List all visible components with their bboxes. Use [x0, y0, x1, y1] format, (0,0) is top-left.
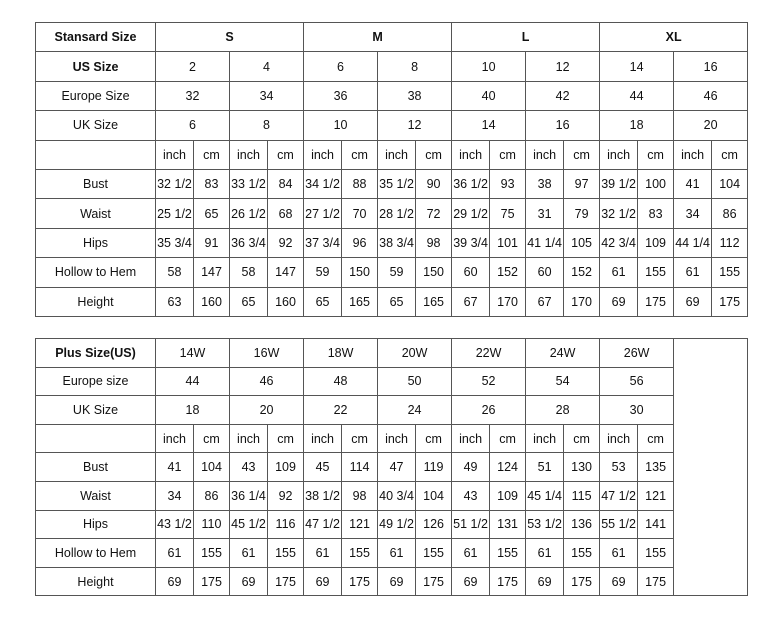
- table-cell: 56: [600, 367, 674, 396]
- table-cell: 37 3/4: [304, 228, 342, 257]
- measurement-label: Hips: [36, 228, 156, 257]
- table-cell: 45 1/4: [526, 481, 564, 510]
- table-cell: 91: [194, 228, 230, 257]
- table-cell: 8: [230, 111, 304, 140]
- table-cell: 61: [674, 258, 712, 287]
- measurement-row: [36, 228, 748, 257]
- unit-cm-cell: cm: [712, 140, 748, 169]
- table-cell: 43: [452, 481, 490, 510]
- table-cell: 155: [712, 258, 748, 287]
- unit-cm-cell: cm: [564, 140, 600, 169]
- table-cell: 6: [156, 111, 230, 140]
- table-cell: 36: [304, 81, 378, 110]
- table-cell: 83: [194, 169, 230, 198]
- table-cell: 150: [416, 258, 452, 287]
- size-letter-cell: XL: [600, 23, 748, 52]
- unit-cm-cell: cm: [416, 424, 452, 453]
- unit-inch-cell: inch: [452, 424, 490, 453]
- table-cell: 22: [304, 396, 378, 425]
- table-cell: 52: [452, 367, 526, 396]
- table-cell: 93: [490, 169, 526, 198]
- unit-inch-cell: inch: [230, 424, 268, 453]
- table-cell: 109: [490, 481, 526, 510]
- table-cell: 155: [490, 539, 526, 568]
- table-cell: 65: [304, 287, 342, 316]
- table-cell: 104: [194, 453, 230, 482]
- table-cell: 42 3/4: [600, 228, 638, 257]
- measurement-row: [36, 453, 748, 482]
- table-cell: 38 1/2: [304, 481, 342, 510]
- table-cell: 116: [268, 510, 304, 539]
- unit-inch-cell: inch: [304, 424, 342, 453]
- table-cell: 100: [638, 169, 674, 198]
- measurement-label: Bust: [36, 453, 156, 482]
- plus-us-size-row: [36, 339, 748, 368]
- unit-inch-cell: inch: [378, 140, 416, 169]
- table-cell: 155: [416, 539, 452, 568]
- table-cell: 109: [268, 453, 304, 482]
- measurement-row: [36, 287, 748, 316]
- table-cell: 68: [268, 199, 304, 228]
- table-cell: 147: [268, 258, 304, 287]
- table-cell: 18: [156, 396, 230, 425]
- table-cell: 109: [638, 228, 674, 257]
- table-cell: 135: [638, 453, 674, 482]
- unit-inch-cell: inch: [526, 140, 564, 169]
- unit-inch-cell: inch: [526, 424, 564, 453]
- table-cell: 29 1/2: [452, 199, 490, 228]
- table-cell: 105: [564, 228, 600, 257]
- table-cell: 160: [268, 287, 304, 316]
- table-cell: 16W: [230, 339, 304, 368]
- table-cell: 38: [526, 169, 564, 198]
- us-size-row: [36, 52, 748, 81]
- uk-size-label: UK Size: [36, 396, 156, 425]
- table-cell: 126: [416, 510, 452, 539]
- table-cell: 83: [638, 199, 674, 228]
- table-cell: 27 1/2: [304, 199, 342, 228]
- table-cell: 47 1/2: [304, 510, 342, 539]
- table-cell: 34: [674, 199, 712, 228]
- unit-cm-cell: cm: [638, 424, 674, 453]
- table-cell: 63: [156, 287, 194, 316]
- table-cell: 26W: [600, 339, 674, 368]
- table-cell: 16: [526, 111, 600, 140]
- table-cell: 53 1/2: [526, 510, 564, 539]
- table-cell: 170: [564, 287, 600, 316]
- table-cell: 69: [230, 567, 268, 596]
- table-cell: 88: [342, 169, 378, 198]
- table-cell: 46: [674, 81, 748, 110]
- table-cell: 2: [156, 52, 230, 81]
- table-cell: 115: [564, 481, 600, 510]
- table-cell: 147: [194, 258, 230, 287]
- table-cell: 155: [638, 258, 674, 287]
- unit-cm-cell: cm: [194, 140, 230, 169]
- size-letter-cell: L: [452, 23, 600, 52]
- europe-size-label: Europe Size: [36, 81, 156, 110]
- table-cell: 86: [194, 481, 230, 510]
- table-cell: 98: [416, 228, 452, 257]
- unit-inch-cell: inch: [600, 424, 638, 453]
- table-cell: 97: [564, 169, 600, 198]
- table-cell: 96: [342, 228, 378, 257]
- table-cell: 40: [452, 81, 526, 110]
- table-cell: 69: [378, 567, 416, 596]
- table-cell: 69: [600, 567, 638, 596]
- table-cell: 12: [526, 52, 600, 81]
- unit-cm-cell: cm: [342, 140, 378, 169]
- standard-size-header: Stansard Size: [36, 23, 156, 52]
- table-cell: 14: [600, 52, 674, 81]
- table-cell: 34: [156, 481, 194, 510]
- table-cell: 104: [416, 481, 452, 510]
- table-cell: 24W: [526, 339, 600, 368]
- table-cell: 53: [600, 453, 638, 482]
- table-cell: 104: [712, 169, 748, 198]
- table-cell: 114: [342, 453, 378, 482]
- table-cell: 28: [526, 396, 600, 425]
- table-cell: 72: [416, 199, 452, 228]
- unit-row-label: [36, 424, 156, 453]
- table-cell: 155: [638, 539, 674, 568]
- table-cell: 98: [342, 481, 378, 510]
- table-cell: 175: [342, 567, 378, 596]
- table-cell: 152: [564, 258, 600, 287]
- table-cell: 10: [452, 52, 526, 81]
- plus-uk-row: [36, 396, 748, 425]
- table-cell: 112: [712, 228, 748, 257]
- table-cell: 50: [378, 367, 452, 396]
- table-cell: 51: [526, 453, 564, 482]
- table-cell: 175: [712, 287, 748, 316]
- table-cell: 33 1/2: [230, 169, 268, 198]
- us-size-label: US Size: [36, 52, 156, 81]
- unit-cm-cell: cm: [564, 424, 600, 453]
- size-letter-cell: S: [156, 23, 304, 52]
- table-cell: 24: [378, 396, 452, 425]
- table-cell: 58: [156, 258, 194, 287]
- table-cell: 70: [342, 199, 378, 228]
- table-cell: 51 1/2: [452, 510, 490, 539]
- table-cell: 69: [452, 567, 490, 596]
- table-cell: 155: [194, 539, 230, 568]
- plus-europe-row: [36, 367, 748, 396]
- table-cell: 34 1/2: [304, 169, 342, 198]
- table-cell: 110: [194, 510, 230, 539]
- table-cell: 8: [378, 52, 452, 81]
- unit-row-label: [36, 140, 156, 169]
- europe-size-row: [36, 81, 748, 110]
- table-cell: 69: [674, 287, 712, 316]
- unit-inch-cell: inch: [674, 140, 712, 169]
- table-cell: 45: [304, 453, 342, 482]
- table-cell: 165: [416, 287, 452, 316]
- table-cell: 130: [564, 453, 600, 482]
- table-cell: 26 1/2: [230, 199, 268, 228]
- measurement-label: Hollow to Hem: [36, 539, 156, 568]
- measurement-label: Height: [36, 287, 156, 316]
- table-cell: 36 1/2: [452, 169, 490, 198]
- table-cell: 61: [156, 539, 194, 568]
- table-cell: 155: [268, 539, 304, 568]
- table-cell: 25 1/2: [156, 199, 194, 228]
- size-letter-row: [36, 23, 748, 52]
- unit-inch-cell: inch: [378, 424, 416, 453]
- table-cell: 4: [230, 52, 304, 81]
- table-cell: 38: [378, 81, 452, 110]
- table-cell: 67: [526, 287, 564, 316]
- europe-size-label: Europe size: [36, 367, 156, 396]
- table-cell: 59: [378, 258, 416, 287]
- table-cell: 30: [600, 396, 674, 425]
- table-cell: 44: [156, 367, 230, 396]
- measurement-label: Height: [36, 567, 156, 596]
- table-cell: 150: [342, 258, 378, 287]
- unit-cm-cell: cm: [342, 424, 378, 453]
- table-cell: 55 1/2: [600, 510, 638, 539]
- table-cell: 18: [600, 111, 674, 140]
- table-cell: 10: [304, 111, 378, 140]
- measurement-row: [36, 199, 748, 228]
- table-cell: 65: [194, 199, 230, 228]
- table-cell: 61: [378, 539, 416, 568]
- table-cell: 54: [526, 367, 600, 396]
- unit-cm-cell: cm: [194, 424, 230, 453]
- table-cell: 43: [230, 453, 268, 482]
- table-cell: 61: [304, 539, 342, 568]
- table-cell: 38 3/4: [378, 228, 416, 257]
- plus-size-table: [35, 338, 748, 596]
- table-cell: 6: [304, 52, 378, 81]
- uk-size-row: [36, 111, 748, 140]
- plus-size-header: Plus Size(US): [36, 339, 156, 368]
- table-cell: 90: [416, 169, 452, 198]
- measurement-row: [36, 510, 748, 539]
- uk-size-label: UK Size: [36, 111, 156, 140]
- table-cell: 65: [230, 287, 268, 316]
- measurement-row: [36, 481, 748, 510]
- table-cell: 36 3/4: [230, 228, 268, 257]
- table-cell: 121: [342, 510, 378, 539]
- table-cell: 152: [490, 258, 526, 287]
- table-cell: 58: [230, 258, 268, 287]
- unit-cm-cell: cm: [416, 140, 452, 169]
- table-cell: 48: [304, 367, 378, 396]
- table-cell: 31: [526, 199, 564, 228]
- table-cell: 61: [452, 539, 490, 568]
- unit-cm-cell: cm: [268, 140, 304, 169]
- unit-cm-cell: cm: [638, 140, 674, 169]
- table-cell: 32 1/2: [600, 199, 638, 228]
- measurement-label: Waist: [36, 199, 156, 228]
- table-cell: 165: [342, 287, 378, 316]
- table-cell: 12: [378, 111, 452, 140]
- measurement-label: Waist: [36, 481, 156, 510]
- table-cell: 39 3/4: [452, 228, 490, 257]
- table-cell: 45 1/2: [230, 510, 268, 539]
- table-cell: 60: [452, 258, 490, 287]
- table-cell: 155: [342, 539, 378, 568]
- table-cell: 175: [416, 567, 452, 596]
- table-cell: 39 1/2: [600, 169, 638, 198]
- table-cell: 84: [268, 169, 304, 198]
- table-cell: 36 1/4: [230, 481, 268, 510]
- measurement-row: [36, 539, 748, 568]
- unit-cm-cell: cm: [490, 424, 526, 453]
- table-cell: 18W: [304, 339, 378, 368]
- table-cell: 47: [378, 453, 416, 482]
- table-cell: 46: [230, 367, 304, 396]
- table-cell: 175: [268, 567, 304, 596]
- table-cell: 124: [490, 453, 526, 482]
- table-cell: 28 1/2: [378, 199, 416, 228]
- unit-inch-cell: inch: [600, 140, 638, 169]
- table-cell: 160: [194, 287, 230, 316]
- table-cell: 59: [304, 258, 342, 287]
- standard-size-table: [35, 22, 748, 317]
- unit-inch-cell: inch: [230, 140, 268, 169]
- table-cell: 44: [600, 81, 674, 110]
- table-cell: 32 1/2: [156, 169, 194, 198]
- table-cell: 67: [452, 287, 490, 316]
- table-cell: 69: [156, 567, 194, 596]
- unit-inch-cell: inch: [304, 140, 342, 169]
- table-cell: 61: [600, 539, 638, 568]
- table-cell: 175: [638, 287, 674, 316]
- size-letter-cell: M: [304, 23, 452, 52]
- unit-cm-cell: cm: [268, 424, 304, 453]
- measurement-row: [36, 258, 748, 287]
- table-cell: 41 1/4: [526, 228, 564, 257]
- table-cell: 34: [230, 81, 304, 110]
- table-cell: 47 1/2: [600, 481, 638, 510]
- table-cell: 61: [526, 539, 564, 568]
- table-cell: 69: [600, 287, 638, 316]
- blank-cell: [674, 339, 748, 596]
- measurement-row: [36, 567, 748, 596]
- table-cell: 14W: [156, 339, 230, 368]
- plus-unit-row: [36, 424, 748, 453]
- table-cell: 86: [712, 199, 748, 228]
- table-cell: 14: [452, 111, 526, 140]
- table-cell: 92: [268, 228, 304, 257]
- table-cell: 69: [526, 567, 564, 596]
- table-cell: 136: [564, 510, 600, 539]
- table-cell: 175: [490, 567, 526, 596]
- table-cell: 60: [526, 258, 564, 287]
- table-cell: 79: [564, 199, 600, 228]
- unit-row: [36, 140, 748, 169]
- table-cell: 20: [230, 396, 304, 425]
- table-cell: 49 1/2: [378, 510, 416, 539]
- table-cell: 121: [638, 481, 674, 510]
- table-cell: 41: [156, 453, 194, 482]
- table-cell: 69: [304, 567, 342, 596]
- table-cell: 131: [490, 510, 526, 539]
- table-cell: 41: [674, 169, 712, 198]
- table-cell: 119: [416, 453, 452, 482]
- measurement-label: Hollow to Hem: [36, 258, 156, 287]
- unit-inch-cell: inch: [452, 140, 490, 169]
- table-cell: 92: [268, 481, 304, 510]
- table-cell: 32: [156, 81, 230, 110]
- table-cell: 49: [452, 453, 490, 482]
- table-cell: 175: [194, 567, 230, 596]
- table-cell: 175: [564, 567, 600, 596]
- measurement-label: Bust: [36, 169, 156, 198]
- table-cell: 22W: [452, 339, 526, 368]
- table-cell: 44 1/4: [674, 228, 712, 257]
- table-cell: 175: [638, 567, 674, 596]
- table-cell: 20: [674, 111, 748, 140]
- measurement-row: [36, 169, 748, 198]
- table-cell: 75: [490, 199, 526, 228]
- table-cell: 170: [490, 287, 526, 316]
- table-cell: 42: [526, 81, 600, 110]
- table-cell: 16: [674, 52, 748, 81]
- unit-inch-cell: inch: [156, 140, 194, 169]
- table-cell: 155: [564, 539, 600, 568]
- table-cell: 40 3/4: [378, 481, 416, 510]
- unit-inch-cell: inch: [156, 424, 194, 453]
- table-cell: 141: [638, 510, 674, 539]
- table-cell: 26: [452, 396, 526, 425]
- table-cell: 43 1/2: [156, 510, 194, 539]
- table-cell: 61: [230, 539, 268, 568]
- table-cell: 101: [490, 228, 526, 257]
- table-cell: 61: [600, 258, 638, 287]
- table-cell: 20W: [378, 339, 452, 368]
- measurement-label: Hips: [36, 510, 156, 539]
- table-cell: 65: [378, 287, 416, 316]
- unit-cm-cell: cm: [490, 140, 526, 169]
- table-cell: 35 1/2: [378, 169, 416, 198]
- table-cell: 35 3/4: [156, 228, 194, 257]
